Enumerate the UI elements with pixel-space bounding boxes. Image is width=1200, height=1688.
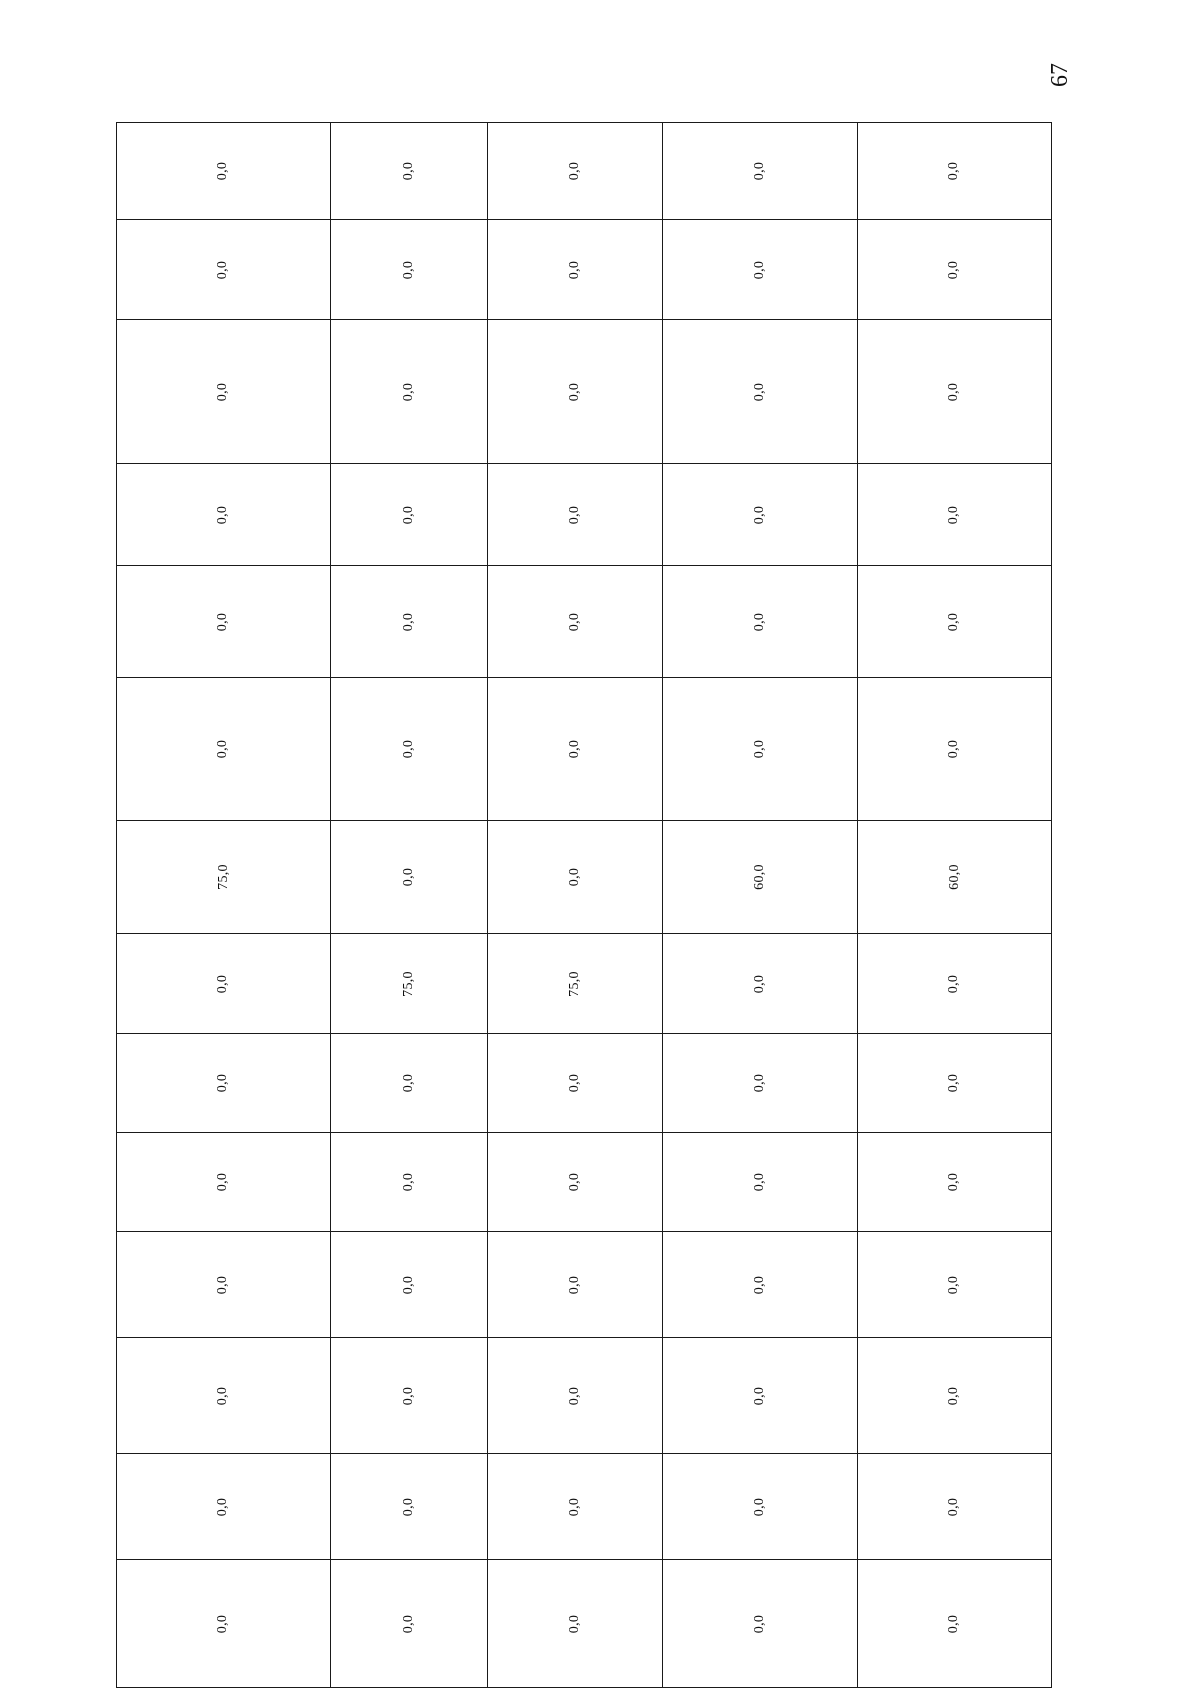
cell-value: 0,0 bbox=[752, 382, 767, 401]
table-cell bbox=[117, 1454, 331, 1560]
table-cell bbox=[488, 1560, 663, 1687]
table-cell bbox=[331, 320, 488, 464]
table-cell bbox=[117, 1338, 331, 1454]
table-cell bbox=[331, 934, 488, 1034]
cell-value: 0,0 bbox=[752, 1172, 767, 1192]
table-cell bbox=[488, 220, 663, 320]
table-cell bbox=[488, 821, 663, 934]
table-cell bbox=[117, 320, 331, 464]
cell-value: 0,0 bbox=[215, 505, 231, 524]
cell-value: 0,0 bbox=[401, 1073, 416, 1093]
cell-value: 0,0 bbox=[401, 1275, 416, 1294]
cell-value: 0,0 bbox=[567, 867, 582, 887]
cell-value: 0,0 bbox=[401, 260, 416, 279]
table-cell bbox=[331, 464, 488, 566]
table-cell bbox=[331, 1034, 488, 1133]
table-cell bbox=[858, 566, 1051, 678]
table-cell bbox=[488, 934, 663, 1034]
table-cell bbox=[663, 123, 858, 220]
table-cell bbox=[488, 1232, 663, 1338]
cell-value: 0,0 bbox=[567, 1073, 582, 1093]
table-cell bbox=[117, 1560, 331, 1687]
page-number bbox=[1040, 55, 1080, 95]
table-cell bbox=[331, 1133, 488, 1232]
table-cell bbox=[858, 821, 1051, 934]
cell-value: 0,0 bbox=[401, 867, 416, 887]
page-number-label: 67 bbox=[1046, 63, 1073, 87]
table-cell bbox=[117, 566, 331, 678]
table-cell bbox=[331, 123, 488, 220]
table-cell bbox=[858, 1232, 1051, 1338]
cell-value: 0,0 bbox=[215, 1614, 231, 1633]
table-cell bbox=[663, 1560, 858, 1687]
cell-value: 0,0 bbox=[946, 739, 962, 759]
cell-value: 0,0 bbox=[567, 1275, 582, 1294]
cell-value: 75,0 bbox=[400, 970, 416, 997]
cell-value: 0,0 bbox=[946, 382, 962, 401]
table-cell bbox=[331, 678, 488, 821]
cell-value: 0,0 bbox=[215, 161, 231, 181]
cell-value: 0,0 bbox=[946, 1073, 962, 1093]
cell-value: 0,0 bbox=[752, 260, 767, 279]
table-cell bbox=[858, 678, 1051, 821]
cell-value: 0,0 bbox=[752, 1497, 767, 1516]
table-cell bbox=[663, 464, 858, 566]
cell-value: 0,0 bbox=[752, 1614, 767, 1633]
table-cell bbox=[858, 1560, 1051, 1687]
table-cell bbox=[488, 1034, 663, 1133]
table-cell bbox=[117, 220, 331, 320]
table-cell bbox=[331, 1454, 488, 1560]
table-cell bbox=[858, 320, 1051, 464]
cell-value: 0,0 bbox=[401, 1497, 416, 1516]
table-cell bbox=[331, 1560, 488, 1687]
cell-value: 0,0 bbox=[567, 260, 582, 279]
table-cell bbox=[331, 566, 488, 678]
cell-value: 0,0 bbox=[401, 161, 416, 181]
cell-value: 0,0 bbox=[215, 260, 231, 279]
table-cell bbox=[663, 1034, 858, 1133]
cell-value: 0,0 bbox=[946, 161, 962, 181]
cell-value: 0,0 bbox=[215, 1073, 231, 1093]
table-cell bbox=[488, 1338, 663, 1454]
data-table bbox=[116, 122, 1052, 1688]
table-cell bbox=[858, 464, 1051, 566]
cell-value: 0,0 bbox=[567, 1172, 582, 1192]
cell-value: 0,0 bbox=[752, 974, 767, 993]
table-cell bbox=[331, 821, 488, 934]
cell-value: 0,0 bbox=[215, 1275, 231, 1294]
table-cell bbox=[331, 220, 488, 320]
table-cell bbox=[663, 821, 858, 934]
cell-value: 0,0 bbox=[401, 505, 416, 524]
table-cell bbox=[858, 123, 1051, 220]
cell-value: 75,0 bbox=[566, 970, 582, 997]
table-cell bbox=[663, 566, 858, 678]
cell-value: 0,0 bbox=[215, 612, 231, 631]
table-cell bbox=[663, 1133, 858, 1232]
table-cell bbox=[858, 1133, 1051, 1232]
cell-value: 0,0 bbox=[567, 1386, 582, 1405]
table-cell bbox=[117, 934, 331, 1034]
cell-value: 0,0 bbox=[946, 612, 962, 631]
cell-value: 0,0 bbox=[752, 161, 767, 181]
cell-value: 0,0 bbox=[946, 1497, 962, 1516]
table-cell bbox=[117, 678, 331, 821]
table-cell bbox=[858, 934, 1051, 1034]
table-cell bbox=[488, 1454, 663, 1560]
table-cell bbox=[117, 1034, 331, 1133]
table-cell bbox=[663, 1454, 858, 1560]
table-cell bbox=[663, 1338, 858, 1454]
cell-value: 0,0 bbox=[946, 260, 962, 279]
cell-value: 0,0 bbox=[752, 739, 767, 759]
cell-value: 0,0 bbox=[215, 382, 231, 401]
cell-value: 0,0 bbox=[946, 505, 962, 524]
cell-value: 0,0 bbox=[567, 505, 582, 524]
cell-value: 60,0 bbox=[751, 864, 767, 890]
cell-value: 0,0 bbox=[752, 1073, 767, 1093]
cell-value: 0,0 bbox=[401, 1386, 416, 1405]
table-cell bbox=[488, 320, 663, 464]
table-cell bbox=[858, 1338, 1051, 1454]
cell-value: 0,0 bbox=[215, 739, 231, 759]
cell-value: 0,0 bbox=[752, 1386, 767, 1405]
cell-value: 0,0 bbox=[752, 505, 767, 524]
cell-value: 0,0 bbox=[567, 161, 582, 181]
cell-value: 0,0 bbox=[946, 1172, 962, 1192]
table-cell bbox=[117, 1232, 331, 1338]
cell-value: 0,0 bbox=[752, 1275, 767, 1294]
table-cell bbox=[858, 220, 1051, 320]
table-cell bbox=[117, 821, 331, 934]
cell-value: 75,0 bbox=[215, 864, 231, 890]
table-cell bbox=[488, 464, 663, 566]
cell-value: 0,0 bbox=[215, 974, 231, 993]
cell-value: 0,0 bbox=[946, 974, 962, 993]
cell-value: 0,0 bbox=[401, 739, 416, 759]
table-cell bbox=[331, 1338, 488, 1454]
cell-value: 0,0 bbox=[946, 1275, 962, 1294]
cell-value: 0,0 bbox=[567, 1497, 582, 1516]
cell-value: 0,0 bbox=[946, 1386, 962, 1405]
cell-value: 0,0 bbox=[215, 1172, 231, 1192]
table-cell bbox=[117, 464, 331, 566]
cell-value: 0,0 bbox=[567, 382, 582, 401]
cell-value: 0,0 bbox=[401, 612, 416, 631]
cell-value: 0,0 bbox=[401, 1172, 416, 1192]
cell-value: 0,0 bbox=[567, 739, 582, 759]
cell-value: 0,0 bbox=[946, 1614, 962, 1633]
table-cell bbox=[488, 678, 663, 821]
cell-value: 0,0 bbox=[752, 612, 767, 631]
cell-value: 0,0 bbox=[401, 382, 416, 401]
cell-value: 60,0 bbox=[946, 864, 962, 890]
table-cell bbox=[663, 678, 858, 821]
table-cell bbox=[488, 566, 663, 678]
table-cell bbox=[858, 1454, 1051, 1560]
table-cell bbox=[331, 1232, 488, 1338]
table-cell bbox=[117, 123, 331, 220]
table-cell bbox=[663, 934, 858, 1034]
cell-value: 0,0 bbox=[567, 612, 582, 631]
cell-value: 0,0 bbox=[401, 1614, 416, 1633]
table-cell bbox=[858, 1034, 1051, 1133]
cell-value: 0,0 bbox=[215, 1386, 231, 1405]
table-cell bbox=[663, 320, 858, 464]
table-cell bbox=[117, 1133, 331, 1232]
table-cell bbox=[663, 220, 858, 320]
table-cell bbox=[488, 123, 663, 220]
cell-value: 0,0 bbox=[215, 1497, 231, 1516]
table-cell bbox=[663, 1232, 858, 1338]
table-cell bbox=[488, 1133, 663, 1232]
cell-value: 0,0 bbox=[567, 1614, 582, 1633]
